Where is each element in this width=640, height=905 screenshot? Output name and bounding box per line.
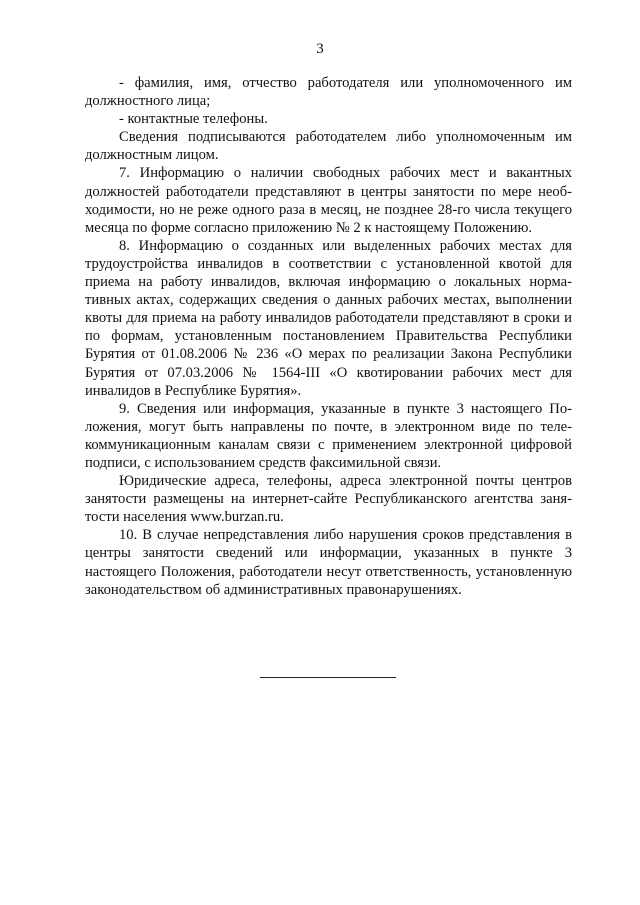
paragraph-contact-phones: - контактные телефоны.: [119, 111, 268, 128]
page-number: 3: [316, 41, 324, 57]
paragraph-item-7: 7. Информацию о наличии свободных рабочих мест и вакантных должностей работодатели представляют в центры занятости по мере необходимости, но не реже одного раза в месяц, не позднее 28-го числа текущего месяца по форме согласно приложению № 2 к настоящему Положению.: [85, 165, 572, 236]
document-body: [85, 74, 572, 599]
paragraph-signature: Сведения подписываются работодателем либо уполномоченным им должностным лицом.: [85, 129, 572, 164]
paragraph-item-10: 10. В случае непредставления либо нарушения сроков представления в центры занятости сведений или информации, указанных в пункте 3 настоящего Положения, работодатели несут ответственность, установленную законодательством об административных правонарушениях.: [85, 527, 572, 598]
paragraph-legal-addresses: Юридические адреса, телефоны, адреса электронной почты центров занятости размещены на интернет-сайте Республиканского агентства занятости населения www.burzan.ru.: [85, 473, 572, 526]
paragraph-item-9: 9. Сведения или информация, указанные в пункте 3 настоящего Положения, могут быть направлены по почте, в электронном виде по телекоммуникационным каналам связи с применением электронной цифровой подписи, с использованием средств факсимильной связи.: [85, 400, 572, 471]
paragraph-employer-name: - фамилия, имя, отчество работодателя или уполномоченного им должностного лица;: [85, 75, 572, 110]
paragraph-item-8: 8. Информацию о созданных или выделенных рабочих местах для трудоустройства инвалидов в соответствии с установленной квотой для приема на работу инвалидов, включая информацию о локальных нормативных актах, содержащих сведения о данных рабочих местах, выполнении квоты для приема на работу инвалидов работодатели представляют в сроки и по формам, установленным постановлением Правительства Республики Бурятия от 01.08.2006 № 236 «О мерах по реализации Закона Республики Бурятия от 07.03.2006 № 1564-III «О квотировании рабочих мест для инвалидов в Республике Бурятия».: [85, 237, 572, 399]
end-separator-line: [260, 677, 396, 678]
